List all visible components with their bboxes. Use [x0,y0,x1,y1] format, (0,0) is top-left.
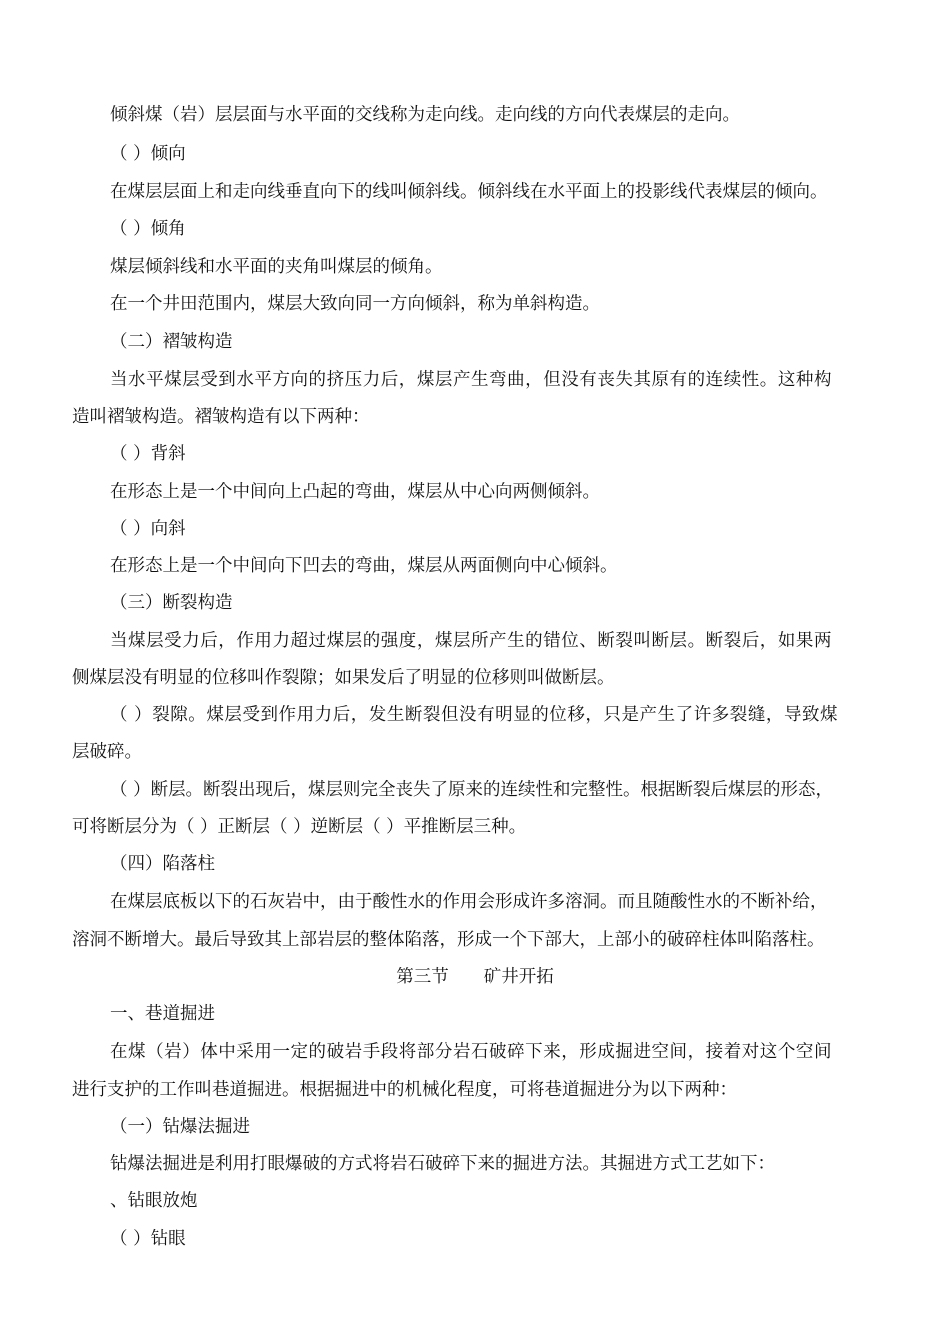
paragraph-fold-line-1: 当水平煤层受到水平方向的挤压力后，煤层产生弯曲，但没有丧失其原有的连续性。这种构 [110,370,832,390]
paragraph-fault-line-2: 可将断层分为（ ）正断层（ ）逆断层（ ）平推断层三种。 [72,817,527,837]
paragraph-fold-line-2: 造叫褶皱构造。褶皱构造有以下两种： [72,407,370,427]
heading-anticline: （ ）背斜 [110,444,186,464]
paragraph-dip-line-definition: 在煤层层面上和走向线垂直向下的线叫倾斜线。倾斜线在水平面上的投影线代表煤层的倾向。 [110,182,828,202]
heading-drill-blast: （一）钻爆法掘进 [110,1117,250,1137]
heading-dip-angle: （ ）倾角 [110,219,186,239]
paragraph-fissure-line-1: （ ）裂隙。煤层受到作用力后，发生断裂但没有明显的位移，只是产生了许多裂缝，导致煤 [110,705,839,725]
heading-roadway-excavation: 一、巷道掘进 [110,1004,215,1024]
paragraph-drill-blast: 钻爆法掘进是利用打眼爆破的方式将岩石破碎下来的掘进方法。其掘进方式工艺如下： [110,1154,775,1174]
heading-drilling: （ ）钻眼 [110,1229,186,1249]
paragraph-collapse-line-2: 溶洞不断增大。最后导致其上部岩层的整体陷落，形成一个下部大，上部小的破碎柱体叫陷落柱。 [72,930,825,950]
heading-drilling-blasting: 、钻眼放炮 [110,1191,198,1211]
heading-dip-direction: （ ）倾向 [110,144,186,164]
heading-syncline: （ ）向斜 [110,519,186,539]
paragraph-collapse-line-1: 在煤层底板以下的石灰岩中，由于酸性水的作用会形成许多溶洞。而且随酸性水的不断补给， [110,892,828,912]
paragraph-syncline: 在形态上是一个中间向下凹去的弯曲，煤层从两面侧向中心倾斜。 [110,556,618,576]
heading-collapse-column: （四）陷落柱 [110,854,215,874]
paragraph-fracture-line-1: 当煤层受力后，作用力超过煤层的强度，煤层所产生的错位、断裂叫断层。断裂后，如果两 [110,631,832,651]
paragraph-fault-line-1: （ ）断层。断裂出现后，煤层则完全丧失了原来的连续性和完整性。根据断裂后煤层的形态， [110,780,834,800]
paragraph-dip-angle-definition: 煤层倾斜线和水平面的夹角叫煤层的倾角。 [110,257,443,277]
heading-fracture-structure: （三）断裂构造 [110,593,233,613]
section-title-mine-development: 第三节 矿井开拓 [396,967,554,987]
paragraph-strike-line-definition: 倾斜煤（岩）层层面与水平面的交线称为走向线。走向线的方向代表煤层的走向。 [110,105,740,125]
paragraph-fissure-line-2: 层破碎。 [72,742,142,762]
paragraph-anticline: 在形态上是一个中间向上凸起的弯曲，煤层从中心向两侧倾斜。 [110,482,600,502]
paragraph-excavation-line-1: 在煤（岩）体中采用一定的破岩手段将部分岩石破碎下来，形成掘进空间，接着对这个空间 [110,1042,832,1062]
paragraph-excavation-line-2: 进行支护的工作叫巷道掘进。根据掘进中的机械化程度，可将巷道掘进分为以下两种： [72,1080,737,1100]
paragraph-fracture-line-2: 侧煤层没有明显的位移叫作裂隙；如果发后了明显的位移则叫做断层。 [72,668,615,688]
heading-fold-structure: （二）褶皱构造 [110,332,233,352]
paragraph-monocline: 在一个井田范围内，煤层大致向同一方向倾斜，称为单斜构造。 [110,294,600,314]
